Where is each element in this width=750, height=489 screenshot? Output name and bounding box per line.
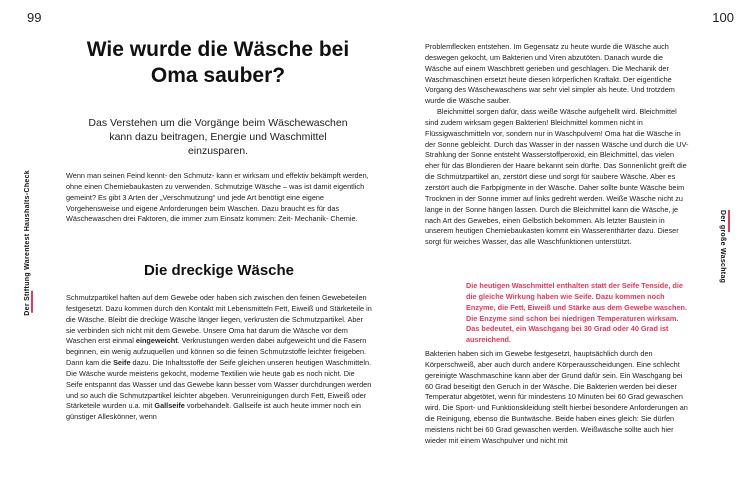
side-label-left: Der Stiftung Warentest Haushalts-Check [24, 170, 35, 316]
bold-term: eingeweicht [135, 336, 178, 346]
right-paragraph-3 [425, 349, 690, 447]
right-paragraphs [425, 42, 690, 248]
section-heading: Die dreckige Wäsche [143, 262, 295, 279]
bold-term: Seife [113, 358, 131, 368]
paragraph-text: Bakterien haben sich im Gewebe festgesetzt, hauptsächlich durch den Körperschweiß, aber auch durch andere Körperausscheidungen. Eine schlecht gereinigte Waschmaschine kann aber der Grund dafür sein. Ein Waschgang bei 60 Grad beseitigt den Geruch in der Wäsche. Die Bakterien werden bei dieser Temperatur abgetötet, wenn für mindestens 10 Minuten bei 60 Grad gewaschen wird. Die Sport- und Funktionskleidung stellt hierbei besondere Anforderungen an die Reinigung, ebenso die Buntwäsche. Beide haben eines gleich: Sie dürfen meistens nicht bei 60 Grad gewaschen werden. Weißwäsche sollte auch hier wieder mit einem Waschpulver und nicht mit [425, 349, 688, 445]
side-label-right: Der große Waschtag [719, 210, 730, 283]
page-number-right: 100 [712, 10, 734, 25]
paragraph-text: . Verkrustungen werden dabei aufgeweicht und die Fasern beginnen, ein wenig aufzuquellen und können so die feinen Schmutzstoffe leichter freigeben. Dann kam die [66, 336, 367, 368]
paragraph-text: Schmutzpartikel haften auf dem Gewebe oder haben sich zwischen den feinen Gewebeteilen festgesetzt. Dazu kommen durch den Kontakt mit Lebensmitteln Fett, Eiweiß und Stärketeile in die Wäsche. Bleibt die dreckige Wäsche länger liegen, verkrusten die Schmutzpartikel. Aber sie verbinden sich nicht mit dem Gewebe. Unsere Oma hat darum die Wäsche vor dem Waschen erst einmal [66, 293, 372, 346]
paragraph-text: dazu. Die Inhaltsstoffe der Seife gleichen unseren heutigen Waschmitteln. Die Wäsche wurde meistens gekocht, moderne Textilien wie heute gab es noch nicht. Die Seife entspannt das Wasser und das Gewebe kann besser vom Wasser durchdrungen werden und so auch die Schmutzpartikel leichter abgeben. Verunreinigungen durch Fett, Eiweiß oder Stärketeile wurden u.a. mit [66, 358, 372, 411]
page-title: Wie wurde die Wäsche bei Oma sauber? [86, 38, 350, 87]
paragraph-text: vorbehandelt. Gallseife ist auch heute immer noch ein günstiger Alleskönner, wenn [66, 401, 361, 422]
page-number-left: 99 [27, 10, 42, 25]
left-paragraph-2 [66, 293, 372, 423]
paragraph-text: Bleichmittel sorgen dafür, dass weiße Wäsche aufgehellt wird. Bleichmittel sind zudem wirksam gegen Bakterien! Bleichmittel kommen nicht in Flüssigwaschmitteln vor, sondern nur in Waschpulvern! Oma hat die Wäsche in der Sonne gebleicht. Durch das Wasser in der nassen Wäsche und durch die UV- Strahlung der Sonne entsteht Wasserstoffperoxid, ein Bleichmittel, das vielen eher für das Blondieren der Haare bekannt sein dürfte. Das Sonnenlicht greift die die Schmutzpartikel an, zerstört diese und sorgt für saubere Wäsche. Aber es zerstört auch die Farbpigmente in der Wäsche. Daher sollte bunte Wäsche beim Trocknen in der Sonne immer auf links gedreht werden. Weiße Wäsche nicht zu lange in der Sonne hängen lassen. Durch die Bleichmittel kann die Wäsche, je nach Art des Gewebes, einen Gelbstich bekommen. Als letzter Baustein in unserem heutigen Chemiebaukasten kommt ein Wasserenthärter dazu. Dieser sorgt für weiches Wasser, das alle Waschfunktionen unterstützt. [425, 107, 689, 247]
paragraph-text: Problemflecken entstehen. Im Gegensatz zu heute wurde die Wäsche auch deswegen gekocht, um Bakterien und Viren abzutöten. Danach wurde die Wäsche auf einem Waschbrett gerieben und geschlagen. Die Mechanik der Waschmaschinen ersetzt heute diesen körperlichen Kraftakt. Der eigentliche Vorgang des Wäschewaschens war sehr viel simpler als heute. Und trotzdem wurde die Wäsche sauber. [425, 42, 675, 106]
highlight-quote: Die heutigen Waschmittel enthalten statt der Seife Tenside, die die gleiche Wirkung haben wie Seife. Dazu kommen noch Enzyme, die Fett, Eiweiß und Stärke aus dem Gewebe waschen. Die Enzyme sind schon bei niedrigen Temperaturen wirksam. Das bedeutet, ein Waschgang bei 30 Grad oder 40 Grad ist ausreichend. [466, 281, 688, 345]
intro-text: Das Verstehen um die Vorgänge beim Wäschewaschen kann dazu beitragen, Energie und Waschmittel einzusparen. [88, 117, 348, 157]
paragraph-text: Wenn man seinen Feind kennt- den Schmutz- kann er wirksam und effektiv bekämpft werden, ohne einen Chemiebaukasten zu verwenden. Schmutzige Wäsche – was ist damit eigentlich gemeint? Es gibt 3 Arten der „Verschmutzung“ und jede Art benötigt eine eigene Vorgehensweise und eigene Anforderungen beim Waschen. Dazu braucht es für das Wäschewaschen drei Faktoren, die immer zum Einsatz kommen: Zeit- Mechanik- Chemie. [66, 171, 369, 224]
bold-term: Gallseife [154, 401, 185, 411]
left-paragraph-1 [66, 171, 372, 225]
